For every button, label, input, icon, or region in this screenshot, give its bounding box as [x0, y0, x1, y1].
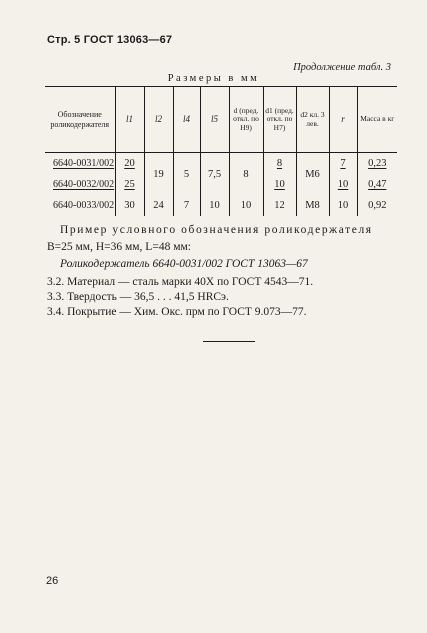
item-material: 3.2. Материал — сталь марки 40Х по ГОСТ 4543—71.: [47, 276, 314, 288]
col-l1: l1: [115, 87, 144, 153]
cell-r: [329, 153, 357, 175]
col-l5: l5: [200, 87, 229, 153]
r-text: 10: [337, 179, 349, 190]
sizes-caption: Размеры в мм: [167, 73, 260, 84]
cell-l5: 10: [200, 195, 229, 216]
page-header: Стр. 5 ГОСТ 13063—67: [47, 34, 173, 46]
l1-text: 25: [124, 179, 135, 190]
page-number: 26: [46, 575, 59, 587]
cell-mass: [357, 174, 397, 195]
col-d: d (пред. откл. по H9): [229, 87, 263, 153]
r-text: 7: [340, 158, 346, 169]
table-header-row: [45, 87, 397, 153]
cell-mass: [357, 153, 397, 175]
example-dimensions: В=25 мм, Н=36 мм, L=48 мм:: [47, 241, 191, 253]
col-mass: Масса в кг: [357, 87, 397, 153]
cell-l2: 19: [144, 153, 173, 196]
l1-text: 20: [124, 158, 135, 169]
cell-d1: [263, 174, 296, 195]
mass-text: 0,47: [368, 179, 387, 190]
cell-d2: М6: [296, 153, 329, 196]
cell-l2: 24: [144, 195, 173, 216]
d1-text: 8: [276, 158, 283, 169]
cell-r: [329, 174, 357, 195]
col-d2: d2 кл. 3 лев.: [296, 87, 329, 153]
cell-r: 10: [329, 195, 357, 216]
cell-l1: [115, 174, 144, 195]
cell-l4: 7: [173, 195, 200, 216]
d1-text: 10: [274, 179, 285, 190]
example-heading: Пример условного обозначения роликодержателя: [60, 224, 373, 236]
table-continuation-label: Продолжение табл. 3: [293, 62, 391, 73]
dimensions-table: [45, 86, 397, 216]
cell-designation: [45, 153, 115, 175]
designation-text: 6640-0031/002: [53, 158, 115, 169]
col-d1: d1 (пред. откл. по H7): [263, 87, 296, 153]
item-coating: 3.4. Покрытие — Хим. Окс. прм по ГОСТ 9.073—77.: [47, 306, 307, 318]
cell-designation: 6640-0033/002: [53, 200, 115, 211]
table-row: [45, 195, 397, 216]
table-row: [45, 153, 397, 175]
cell-l5: 7,5: [200, 153, 229, 196]
cell-mass: 0,92: [357, 195, 397, 216]
example-designation: Роликодержатель 6640-0031/002 ГОСТ 13063—67: [60, 258, 308, 270]
cell-l1: 30: [115, 195, 144, 216]
item-hardness: 3.3. Твердость — 36,5 . . . 41,5 HRCэ.: [47, 291, 229, 303]
cell-l1: [115, 153, 144, 175]
cell-d2: М8: [296, 195, 329, 216]
mass-text: 0,23: [368, 158, 387, 169]
cell-d: 8: [229, 153, 263, 196]
cell-l4: 5: [173, 153, 200, 196]
cell-designation: [45, 174, 115, 195]
col-r: r: [329, 87, 357, 153]
separator-rule: [203, 341, 255, 342]
designation-text: 6640-0032/002: [53, 179, 115, 190]
col-designation: Обозначение роликодержателя: [50, 110, 110, 129]
col-l2: l2: [144, 87, 173, 153]
cell-d1: 12: [263, 195, 296, 216]
cell-d: 10: [229, 195, 263, 216]
col-l4: l4: [173, 87, 200, 153]
cell-d1: [263, 153, 296, 175]
